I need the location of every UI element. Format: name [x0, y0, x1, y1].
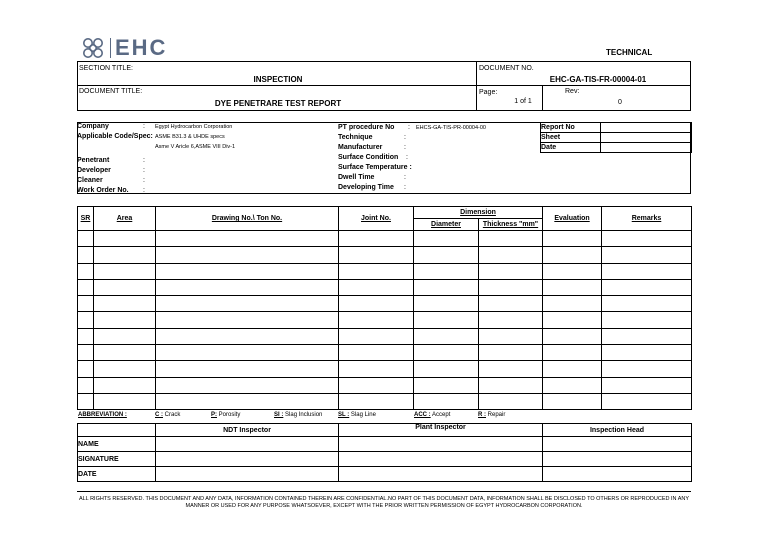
info-label: Technique — [338, 134, 373, 141]
abbr-code: SL : — [338, 412, 350, 418]
info-label: Work Order No. — [77, 187, 129, 194]
abbr-code: R : — [478, 412, 486, 418]
head-name-field[interactable] — [543, 437, 692, 452]
table-row — [78, 279, 692, 295]
table-cell[interactable] — [339, 377, 414, 393]
abbr-crack — [155, 412, 180, 418]
table-cell[interactable] — [78, 377, 94, 393]
table-cell[interactable] — [339, 231, 414, 247]
head-signature-field[interactable] — [543, 452, 692, 467]
info-label: Surface Temperature : — [338, 164, 412, 171]
table-row — [78, 247, 692, 263]
info-label: Manufacturer — [338, 144, 383, 151]
abbreviation-title-text: ABBREVIATION : — [78, 412, 127, 418]
logo-text: EHC — [115, 35, 168, 60]
abbr-text: Accept — [432, 412, 451, 418]
abbr-text: Slag Line — [350, 412, 376, 418]
table-cell[interactable] — [414, 247, 479, 263]
table-cell[interactable] — [339, 263, 414, 279]
signature-corner — [78, 424, 156, 437]
table-cell[interactable] — [414, 393, 479, 409]
table-cell[interactable] — [543, 279, 602, 295]
table-cell[interactable] — [339, 393, 414, 409]
info-value: Egypt Hydrocarbon Corporation — [155, 124, 233, 130]
info-label: Surface Condition — [338, 154, 399, 161]
table-cell[interactable] — [94, 231, 156, 247]
table-cell[interactable] — [543, 328, 602, 344]
table-cell[interactable] — [414, 296, 479, 312]
plant-signature-field[interactable] — [339, 452, 543, 467]
table-cell[interactable] — [339, 296, 414, 312]
table-cell[interactable] — [156, 296, 339, 312]
table-cell[interactable] — [94, 393, 156, 409]
abbr-porosity — [211, 412, 240, 418]
table-cell[interactable] — [339, 361, 414, 377]
table-cell[interactable] — [543, 247, 602, 263]
row-name: NAME — [78, 437, 156, 452]
table-cell[interactable] — [479, 296, 543, 312]
ndt-signature-field[interactable] — [156, 452, 339, 467]
table-cell[interactable] — [156, 247, 339, 263]
abbr-code: ACC : — [414, 412, 431, 418]
table-cell[interactable] — [94, 247, 156, 263]
table-cell[interactable] — [94, 279, 156, 295]
footer-rule — [77, 491, 691, 492]
table-cell[interactable] — [602, 296, 692, 312]
table-cell[interactable] — [156, 393, 339, 409]
table-row — [78, 296, 692, 312]
result-rows — [78, 231, 692, 410]
table-cell[interactable] — [602, 393, 692, 409]
table-row — [78, 263, 692, 279]
document-title-label: DOCUMENT TITLE: — [79, 88, 143, 95]
table-cell[interactable] — [339, 345, 414, 361]
info-border — [77, 122, 691, 194]
table-cell[interactable] — [479, 377, 543, 393]
table-cell[interactable] — [602, 279, 692, 295]
info-sep: : — [404, 144, 406, 151]
sheet-label: Sheet — [541, 133, 601, 143]
table-cell[interactable] — [479, 279, 543, 295]
table-row — [78, 377, 692, 393]
info-sep: : — [143, 123, 145, 130]
table-cell[interactable] — [414, 312, 479, 328]
section-title-label: SECTION TITLE: — [79, 65, 133, 72]
info-label: Dwell Time — [338, 174, 375, 181]
abbr-code: SI : — [274, 412, 284, 418]
table-cell[interactable] — [78, 247, 94, 263]
table-cell[interactable] — [479, 312, 543, 328]
table-cell[interactable] — [543, 231, 602, 247]
table-row — [78, 361, 692, 377]
info-label: Cleaner — [77, 177, 103, 184]
info-value: EHCS-GA-TIS-PR-00004-00 — [416, 125, 486, 131]
table-cell[interactable] — [602, 312, 692, 328]
abbr-accept — [414, 412, 450, 418]
table-cell[interactable] — [78, 296, 94, 312]
document-no-label: DOCUMENT NO. — [479, 65, 534, 72]
row-date: DATE — [78, 467, 156, 482]
info-sep: : — [404, 134, 406, 141]
col-dimension: Dimension — [414, 207, 543, 219]
table-cell[interactable] — [339, 312, 414, 328]
col-inspection-head: Inspection Head — [543, 424, 692, 437]
table-row — [78, 231, 692, 247]
info-value: Asme V Aricle 6,ASME VIII Div-1 — [155, 144, 236, 150]
table-cell[interactable] — [339, 328, 414, 344]
table-cell[interactable] — [94, 312, 156, 328]
table-cell[interactable] — [602, 361, 692, 377]
table-cell[interactable] — [414, 279, 479, 295]
table-cell[interactable] — [602, 345, 692, 361]
table-row — [78, 345, 692, 361]
info-sep: : — [143, 177, 145, 184]
table-cell[interactable] — [94, 361, 156, 377]
ndt-name-field[interactable] — [156, 437, 339, 452]
section-title: INSPECTION — [253, 75, 303, 84]
table-cell[interactable] — [156, 231, 339, 247]
table-cell[interactable] — [543, 377, 602, 393]
table-cell[interactable] — [414, 231, 479, 247]
table-cell[interactable] — [78, 279, 94, 295]
row-signature: SIGNATURE — [78, 452, 156, 467]
report-no-label: Report No — [541, 123, 601, 133]
table-cell[interactable] — [479, 263, 543, 279]
info-sep: : — [406, 154, 408, 161]
table-cell[interactable] — [156, 328, 339, 344]
plant-date-field[interactable] — [339, 467, 543, 482]
document-header — [77, 61, 691, 111]
table-cell[interactable] — [94, 377, 156, 393]
header-divider — [78, 85, 690, 86]
col-drawing: Drawing No.\ Ton No. — [156, 207, 339, 231]
ndt-date-field[interactable] — [156, 467, 339, 482]
table-cell[interactable] — [339, 247, 414, 263]
abbr-text: Crack — [164, 412, 181, 418]
table-cell[interactable] — [543, 361, 602, 377]
table-cell[interactable] — [602, 263, 692, 279]
table-cell[interactable] — [479, 247, 543, 263]
classification-label: TECHNICAL — [606, 48, 653, 57]
signature-table — [77, 423, 692, 482]
table-cell[interactable] — [543, 263, 602, 279]
abbr-repair — [478, 412, 505, 418]
table-cell[interactable] — [156, 345, 339, 361]
table-cell[interactable] — [78, 345, 94, 361]
table-cell[interactable] — [156, 263, 339, 279]
table-cell[interactable] — [78, 231, 94, 247]
col-area: Area — [94, 207, 156, 231]
table-cell[interactable] — [94, 263, 156, 279]
col-evaluation: Evaluation — [543, 207, 602, 231]
company-logo — [80, 36, 167, 60]
table-cell[interactable] — [479, 361, 543, 377]
ehc-emblem-icon — [80, 37, 106, 59]
table-cell[interactable] — [78, 393, 94, 409]
table-cell[interactable] — [78, 328, 94, 344]
table-cell[interactable] — [78, 263, 94, 279]
abbr-code: P: — [211, 412, 217, 418]
table-cell[interactable] — [414, 263, 479, 279]
table-cell[interactable] — [479, 328, 543, 344]
logo-divider — [110, 38, 111, 58]
table-cell[interactable] — [156, 361, 339, 377]
abbr-text: Porosity — [218, 412, 241, 418]
document-no: EHC-GA-TIS-FR-00004-01 — [549, 75, 647, 84]
table-row — [78, 312, 692, 328]
page-value: 1 of 1 — [514, 98, 532, 105]
table-cell[interactable] — [94, 345, 156, 361]
table-cell[interactable] — [602, 328, 692, 344]
table-cell[interactable] — [602, 247, 692, 263]
abbr-text: Slag Inclusion — [285, 412, 323, 418]
abbr-slag-inclusion — [274, 412, 322, 418]
table-cell[interactable] — [543, 312, 602, 328]
info-sep: : — [408, 124, 410, 131]
confidentiality-footer: ALL RIGHTS RESERVED. THIS DOCUMENT AND ANY DATA, INFORMATION CONTAINED THEREIN ARE CONFIDENTIAL.NO PART OF THIS DOCUMENT DATA, INFORMATION SHALL BE DISCLOSED TO OTHERS OR REPRODUCED IN ANY MANNER OR USED FOR ANY PURPOSE WHATSOEVER, EXCEPT WITH THE PRIOR WRITTEN PERMISSION OF EGYPT HYDROCARBON CORPORATION. — [78, 496, 690, 509]
col-ndt-inspector: NDT Inspector — [156, 424, 339, 437]
abbr-slag-line — [338, 412, 376, 418]
header-vdivider — [476, 62, 477, 110]
table-cell[interactable] — [156, 377, 339, 393]
rev-value: 0 — [618, 99, 622, 106]
page-label: Page: — [479, 89, 498, 96]
table-cell[interactable] — [414, 361, 479, 377]
table-cell[interactable] — [479, 231, 543, 247]
inspection-results-table — [77, 206, 692, 410]
col-thickness: Thickness "mm" — [479, 219, 543, 231]
table-cell[interactable] — [156, 312, 339, 328]
info-label: Developing Time — [338, 184, 394, 191]
info-value: ASME B31.3 & UHDE specs — [155, 134, 225, 140]
table-cell[interactable] — [78, 361, 94, 377]
info-label: PT procedure No — [338, 124, 395, 131]
table-cell[interactable] — [602, 377, 692, 393]
table-cell[interactable] — [414, 345, 479, 361]
info-sep: : — [404, 174, 406, 181]
table-cell[interactable] — [94, 296, 156, 312]
table-row — [78, 393, 692, 409]
info-label: Developer — [77, 167, 111, 174]
document-title: DYE PENETRARE TEST REPORT — [214, 99, 342, 108]
table-cell[interactable] — [543, 345, 602, 361]
plant-name-field[interactable] — [339, 437, 543, 452]
table-cell[interactable] — [78, 312, 94, 328]
info-sep: : — [143, 187, 145, 194]
col-diameter: Diameter — [414, 219, 479, 231]
col-remarks: Remarks — [602, 207, 692, 231]
table-cell[interactable] — [339, 279, 414, 295]
info-label: Company — [77, 123, 109, 130]
abbr-text: Repair — [487, 412, 506, 418]
info-label: Penetrant — [77, 157, 110, 164]
table-cell[interactable] — [156, 279, 339, 295]
abbr-code: C : — [155, 412, 163, 418]
info-sep: : — [143, 157, 145, 164]
table-row — [78, 328, 692, 344]
table-cell[interactable] — [602, 231, 692, 247]
info-sep: : — [404, 184, 406, 191]
abbreviation-title — [78, 412, 127, 418]
date-label: Date — [541, 143, 601, 153]
table-cell[interactable] — [543, 296, 602, 312]
table-cell[interactable] — [414, 328, 479, 344]
rev-label: Rev: — [565, 88, 580, 95]
table-cell[interactable] — [479, 345, 543, 361]
info-label: Applicable Code/Spec: — [77, 133, 153, 140]
col-sr: SR — [78, 207, 94, 231]
info-sep: : — [143, 167, 145, 174]
table-cell[interactable] — [94, 328, 156, 344]
head-date-field[interactable] — [543, 467, 692, 482]
table-cell[interactable] — [543, 393, 602, 409]
table-cell[interactable] — [479, 393, 543, 409]
col-plant-inspector: Plant Inspector — [339, 424, 543, 437]
col-joint: Joint No. — [339, 207, 414, 231]
table-cell[interactable] — [414, 377, 479, 393]
